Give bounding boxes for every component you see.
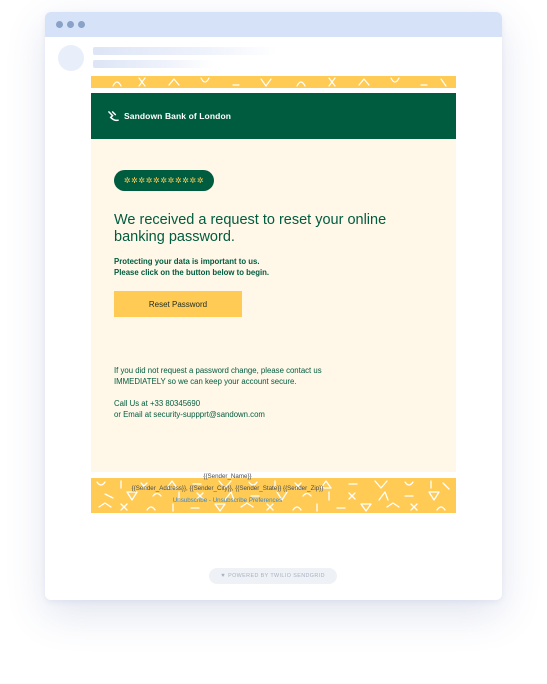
intro-line: Protecting your data is important to us.: [114, 257, 260, 266]
reset-password-button[interactable]: Reset Password: [114, 291, 242, 317]
subject-placeholder-line: [93, 60, 213, 68]
email-line: or Email at security-suppprt@sandown.com: [114, 410, 265, 419]
powered-by-text: POWERED BY TWILIO SENDGRID: [228, 573, 325, 579]
powered-by-badge[interactable]: [209, 568, 337, 584]
security-notice: [114, 365, 434, 387]
notice-line: IMMEDIATELY so we can keep your account secure.: [114, 377, 297, 386]
window-dot-icon: [56, 21, 63, 28]
email-content: [91, 139, 456, 472]
masked-code-badge: ✲✲✲✲✲✲✲✲✲✲✲: [114, 170, 214, 191]
bank-header: [91, 93, 456, 139]
phone-line: Call Us at +33 80345690: [114, 399, 201, 408]
window-titlebar: [45, 12, 502, 37]
email-footer: [45, 471, 410, 507]
pattern-decoration-icon: [91, 76, 456, 88]
link-separator: -: [208, 497, 211, 504]
contact-info: [114, 398, 434, 420]
window-dot-icon: [67, 21, 74, 28]
sender-name: {{Sender_Name}}: [203, 473, 252, 480]
heart-icon: ♥: [221, 573, 226, 579]
sender-address: {{Sender_Address}}, {{Sender_City}}, {{Sender_State}} {{Sender_Zip}}: [131, 485, 324, 492]
top-pattern-strip: [91, 76, 456, 88]
unsubscribe-links: [45, 495, 410, 507]
sender-placeholder-line: [93, 47, 278, 55]
sender-avatar: [58, 45, 84, 71]
intro-line: Please click on the button below to begin.: [114, 268, 270, 277]
email-headline: We received a request to reset your online banking password.: [114, 212, 387, 245]
notice-line: If you did not request a password change, please contact us: [114, 366, 322, 375]
unsubscribe-preferences-link[interactable]: Unsubscribe Preferences: [212, 497, 283, 504]
window-dot-icon: [78, 21, 85, 28]
unsubscribe-link[interactable]: Unsubscribe: [172, 497, 208, 504]
email-preview-window: [45, 12, 502, 600]
bank-name: Sandown Bank of London: [124, 111, 232, 121]
intro-text: [114, 256, 434, 278]
bank-logo-icon: [107, 110, 120, 123]
